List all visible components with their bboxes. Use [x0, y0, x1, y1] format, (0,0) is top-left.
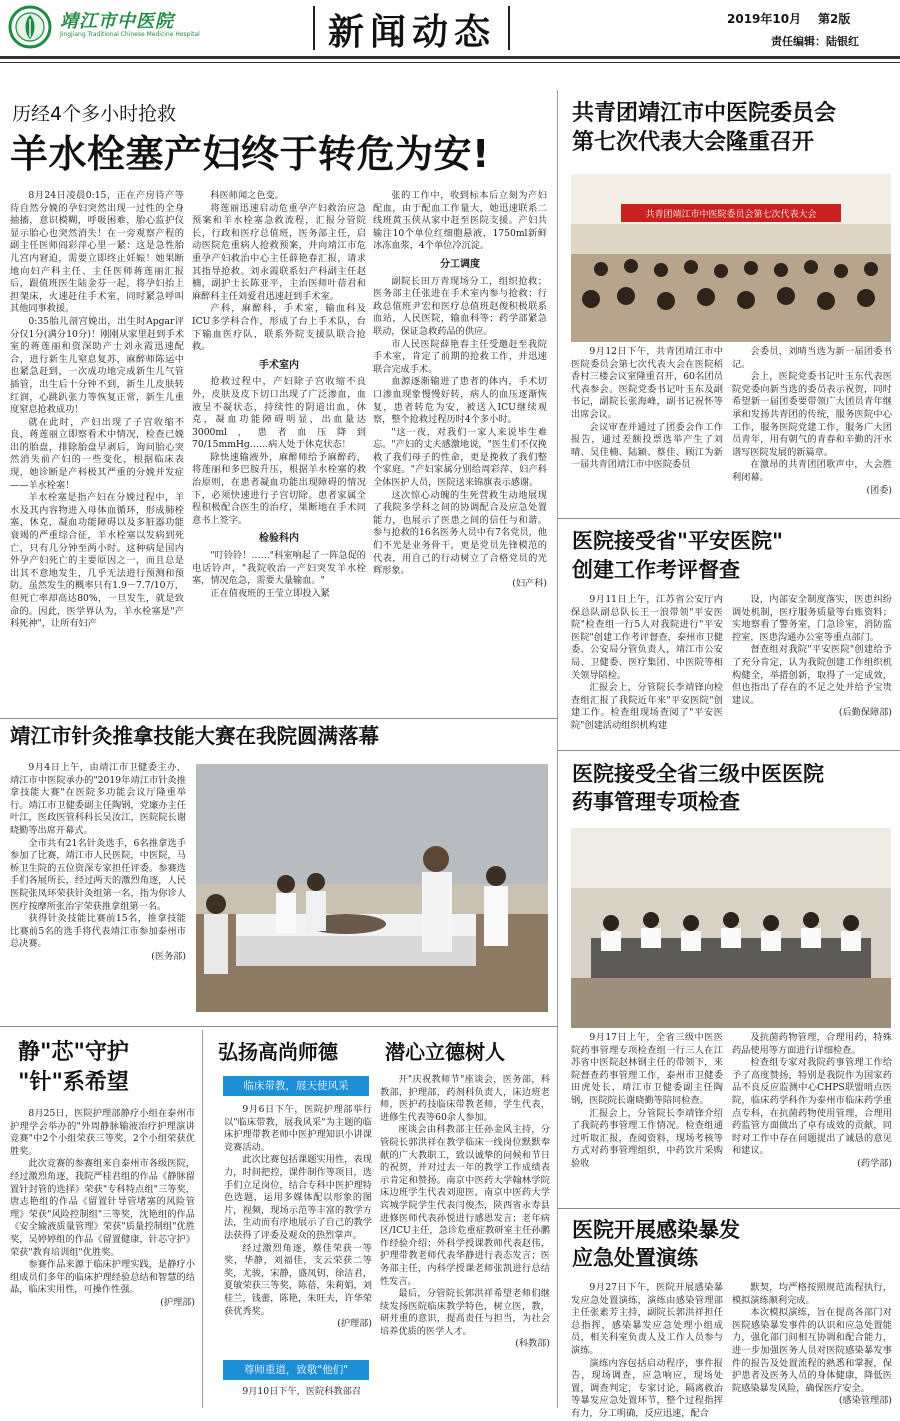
paragraph: 全市共有21名针灸选手，6名推拿选手参加了比赛，靖江市人民医院，中医院，马桥卫生院的五位资深专家担任评委。参赛选手们各展所长，经过两天的激烈角逐，人民医院张凤环荣获针灸组第一名，指为你诊人医疗按摩所张治宇荣获推拿组第一名。	[10, 837, 186, 912]
article-column	[732, 346, 892, 506]
article-column	[224, 1104, 372, 1356]
article-column	[571, 1282, 723, 1419]
paragraph: 正在值夜班的王莹立即投入紧	[210, 587, 330, 599]
paragraph: 在激昂的共青团团歌声中，大会胜利闭幕。	[732, 459, 892, 483]
paragraph: "叮铃铃！……"科室响起了一阵急促的电话铃声，"我院收治一产妇突发羊水栓塞，情况危急，需要大量输血。"	[192, 550, 366, 587]
article-column	[192, 190, 366, 710]
paragraph: 9月6日下午，医院护理部举行以"临床带教，展我风采"为主题的临床护理带教老师中医护理知识小讲课竞赛活动。	[224, 1104, 372, 1153]
youth-league-congress-photo	[571, 174, 891, 342]
byline: (科教部)	[515, 1338, 550, 1350]
subheading: 分工调度	[440, 258, 480, 270]
article-headline: 第七次代表大会隆重召开	[572, 130, 815, 155]
masthead-rule-thin	[0, 62, 900, 63]
article-headline: 应急处置演练	[572, 1246, 698, 1270]
paragraph: 抢救过程中，产妇除子宫收缩不良外，皮肤及皮下切口出现了广泛渗血，血液呈不凝状态，持续性的阴道出血，休克，凝血功能障碍明显，出血量达3000ml，患者血压降到70/15mmHg……病人处于休克状态！	[192, 376, 366, 451]
paragraph: 羊水栓塞是指产妇在分娩过程中，羊水及其内容物进入母体血循环，形成肺栓塞，休克，凝血功能障碍以及多脏器功能衰竭的严重综合征，羊水栓塞以发病到死亡，只有几分钟至两小时。这种病是国内外孕产妇死亡的主要原因之一，而且总是出其不意地发生，几乎无法进行预测和预防。虽然发生的概率只有1.9－7.7/10万，但死亡率却高达80%，一旦发生，就是致命的。因此，医学界认为，羊水栓塞是"产科死神"，让所有妇产	[10, 492, 184, 630]
article-headline: "针"系希望	[18, 1070, 129, 1095]
column-separator	[202, 1030, 203, 1408]
section-rule	[0, 1026, 557, 1027]
paragraph: 0:35胎儿剖宫娩出，出生时Apgar评分仅1分(满分10分)！刚刚从家里赶到手术室的蒋莲丽和资深助产士刘永霞迅速配合，进行新生儿窒息复苏，麻醉师陈运中也紧急赶到，一次成功地完成新生儿气管插管，出生后十分钟不到，新生儿皮肤转红润，心跳趴张力等恢复正常，新生儿重度窒息抢救成功！	[10, 315, 184, 416]
byline: (妇产科)	[512, 577, 547, 589]
article-kicker: 历经4个多小时抢救	[12, 103, 177, 125]
byline: (感染管理部)	[838, 1395, 892, 1407]
paragraph: 检查组专家对我院药事管理工作给予了高度赞扬，特别是我院作为国家药品不良反应监测中心CHPS联盟哨点医院，临床药学科作为泰州市临床药学重点专科，在抗菌药物使用管理，合理用药监管方面做出了卓有成效的贡献，同时对工作中存在问题提出了诚恳的意见和建议。	[732, 1057, 892, 1157]
article-column	[732, 1032, 892, 1200]
article-headline: 羊水栓塞产妇终于转危为安!	[10, 132, 490, 176]
paragraph: 科医师闻之色变。	[210, 190, 284, 201]
paragraph: 参赛作品来源于临床护理实践，是静疗小组成员们多年的临床护理经验总结和智慧的结晶，临床实用性，可操作性强。	[10, 1259, 195, 1296]
section-rule	[558, 1208, 900, 1209]
article-headline: 医院接受全省三级中医医院	[572, 762, 824, 786]
paragraph: 副院长田万青现场分工，组织抢救；医务部主任张进在手术室内参与抢救；行政总值班尹宏和医疗总值班赵俊积极联系血站，人民医院，输血科等；药学部紧急联动，保证急救药品的供应。	[373, 275, 547, 337]
article-column	[571, 594, 723, 740]
byline: (后勤保障部)	[838, 707, 892, 719]
paragraph: 及抗菌药物管理，合理用药，特殊药品使用等方面进行详细检查。	[732, 1032, 892, 1056]
byline: (护理部)	[160, 1296, 195, 1308]
paragraph: 这次惊心动魄的生死营救生动地展现了我院多学科之间的协调配合及应急处置能力，也展示了医患之间的信任与和谐。参与抢救的16名医务人员中有7名党员，他们不光是业务骨干，更是党员先锋模范的代表，用自己的行动树立了合格党员的光辉形象。	[373, 489, 547, 577]
paragraph: 市人民医院薛艳春主任受邀赶至我院手术室，肯定了前期的抢救工作，并迅速联合完成手术。	[373, 338, 547, 375]
article-column	[571, 1032, 723, 1200]
subheading: 检验科内	[259, 533, 299, 545]
byline: (药学部)	[857, 1157, 892, 1169]
article-column	[732, 594, 892, 740]
section-rule	[558, 750, 900, 751]
paragraph: 获得针灸技能比赛前15名，推拿技能比赛前5名的选手将代表靖江市参加泰州市总决赛。	[10, 913, 186, 950]
article-column: 9月10日下午，医院科教部召	[242, 1386, 361, 1397]
paragraph: 9月12日下午，共青团靖江市中医院委员会第七次代表大会在医院稻香村三楼会议室隆重召开，60名团员代表参会。医院党委书记叶玉东及副书记，副院长张海峰，副书记祝怀等出席会议。	[571, 346, 723, 420]
paragraph: 默契，均严格按照规范流程执行，模拟演练顺利完成。	[732, 1282, 892, 1306]
article-column	[571, 346, 723, 506]
issue-date: 2019年10月	[727, 12, 802, 26]
paragraph: 8月25日，医院护理部静疗小组在泰州市护理学会举办的"外周静脉输液治疗护理演讲竞赛"中2个小组荣获三等奖，2个小组荣获优胜奖。	[10, 1108, 195, 1157]
paragraph: 会上，医院党委书记叶玉东代表医院党委向新当选的委员表示祝贺，同时希望新一届团委要带领广大团员青年继承和发扬共青团的传统，服务医院中心工作，服务医院党建工作，服务广大团员青年，用有朝气的青春和辛勤的汗水谱写医院发展的新篇章。	[732, 371, 892, 458]
paragraph: 9月11日上午，江苏省公安厅内保总队副总队长王一浪带领"平安医院"检查组一行5人对我院进行"平安医院"创建工作考评督查，泰州市卫健委、公安局分管负责人，靖江市公安局、卫健委、医疗集团、中医院等相关领导陪检。	[571, 594, 723, 681]
article-column	[10, 190, 184, 710]
masthead	[0, 0, 900, 58]
paragraph: 9月4日上午，由靖江市卫健委主办，靖江市中医院承办的"2019年靖江市针灸推拿技能大赛"在医院多功能会议厅隆重举行。靖江市卫健委副主任陶钢，党廉办主任叶江，医政医管科科长吴汝江，医院院长谢晓勤等出席开幕式。	[10, 762, 186, 836]
article-column	[10, 1108, 195, 1404]
section-rule	[558, 518, 900, 519]
paragraph: 开"庆祝教师节"座谈会，医务部，科教部，护理部，药剂科负责人，床边班老师，医护药技临床带教老师，学生代表，进修生代表等60余人参加。	[380, 1074, 550, 1123]
paragraph: 除快速输液外，麻醉师给予麻醉药，将莲丽和多巴胺升压，根据羊水栓塞的救治原则，在患者凝血功能出现障碍的情况下，必须快速进行子宫切除。患者家属全程积极配合医生的治疗，果断地在手术同意书上签字。	[192, 451, 366, 526]
logo-text: 靖江市中医院	[60, 11, 174, 32]
pharmacy-inspection-photo	[571, 828, 891, 1028]
article-headline: 药事管理专项检查	[572, 790, 740, 814]
byline: (医务部)	[151, 950, 186, 962]
hospital-logo-icon	[8, 5, 52, 49]
article-headline: 潜心立德树人	[385, 1040, 505, 1064]
paragraph: 最后，分管院长郭洪祥希望老师们继续发扬医院临床教学特色，树立医，教，研并重的意识，提高责任与担当，为社会培养优质的医学人才。	[380, 1288, 550, 1337]
logo-subtitle: Jingjiang Traditional Chinese Medicine Hospital	[60, 31, 200, 38]
paragraph: 经过激烈角逐，蔡佳荣获一等奖，华静，刘福佳，支云荣获二等奖，尤骏，宋静，盛凤钥，徐洁君，夏敏荣获三等奖，陈蓓，朱莉娟，刘桂兰，钱蕾，陈艳，朱旺夫，许华荣获优秀奖。	[224, 1242, 372, 1317]
edition-number: 第2版	[818, 12, 851, 26]
paragraph: 9月27日下午，医院开展感染暴发应急处置演练，演练由感染管理部主任张素芳主持，副院长郭洪祥担任总指挥，感染暴发应急处理小组成员，相关科室负责人及工作人员参与演练。	[571, 1282, 723, 1356]
congress-banner-text: 共青团靖江市中医院委员会第七次代表大会	[645, 210, 817, 220]
column-separator	[557, 90, 558, 1408]
subheading-tag: 临床带教，展天使风采	[223, 1076, 369, 1096]
paragraph: 产科，麻醉科，手术室，输血科及ICU多学科合作，形成了台上手术队，台下输血医疗队，联系外院支援队联合抢救。	[192, 303, 366, 353]
paragraph: 本次模拟演练，旨在提高各部门对医院感染暴发事件的认识和应急处置能力，强化部门间相互协调和配合能力，进一步加强医务人员对医院感染暴发事件的报告及处置流程的熟悉和掌握，保护患者及医务人员的身体健康，降低医院感染暴发风险，确保医疗安全。	[732, 1307, 892, 1394]
paragraph: 演练内容包括启动程序，事件报告，现场调查，应急响应，现场处置，调查判定，专家讨论，隔离救治等暴发应急处置环节，整个过程指挥有力，分工明确，反应迅速，配合	[571, 1357, 723, 1419]
article-headline: 靖江市针灸推拿技能大赛在我院圆满落幕	[10, 724, 379, 748]
paragraph: 张的工作中，收到标本后立刻为产妇配血，由于配血工作量大，她迅速联系二线班黄玉侠从家中赶至医院支援。产妇共输注10个单位红细胞悬液，1750ml新鲜冰冻血浆，4个单位冷沉淀。	[373, 190, 547, 252]
article-headline: 共青团靖江市中医院委员会	[572, 101, 837, 126]
article-column	[373, 190, 547, 710]
masthead-rule-thick	[0, 56, 900, 59]
paragraph: 汇报会上，分管院长李靖锋向检查组汇报了我院近年来"平安医院"创建工作。检查组现场查阅了"平安医院"创建活动组织机构建	[571, 682, 723, 731]
section-rule	[0, 718, 557, 719]
paragraph: 8月24日凌晨0:15，正在产房待产等待自然分娩的孕妇突然出现一过性的全身抽搐，意识模糊，呼吸困难，胎心监护仪显示胎心也突然消失！在一旁观察产程的副主任医师阎彩萍心里一紧：这是急性胎儿宫内窘迫，需要立即终止妊娠！她果断地向妇产科主任、主任医师蒋莲丽汇报后，跟值班医生陆金芬一起，将孕妇抬上担架床，火速赶往手术室，同时紧急呼叫其他同事救援。	[10, 190, 184, 315]
byline: (团委)	[866, 484, 892, 496]
paragraph: 汇报会上，分管院长李靖锋介绍了我院药事管理工作情况。检查组通过听取汇报，查阅资料，现场考核等方式对药事管理组织，中药饮片采购验收	[571, 1107, 723, 1169]
paragraph: 此次竞赛的参赛组来自泰州市各级医院，经过激烈角逐，我院严桂君组的作品《静脉留置针封管的选择》荣获"专科特点组"三等奖，唐志艳组的作品《留置针导管堵塞的风险管理》荣获"风险控制组"三等奖，沈艳组的作品《安全输液质量管理》荣获"质量控制组"优胜奖，吴婷婷组的作品《留置健康，针芯守护》荣获"教育培训组"优胜奖。	[10, 1158, 195, 1258]
paragraph: 会议审查并通过了团委会作工作报告，通过差额投票选举产生了刘晴、吴佳楠、陆颖、蔡佳、顾江为新一届共青团靖江市中医院委员	[571, 421, 723, 471]
paragraph: 座谈会由科教部主任孙金风主持，分管院长郭洪祥在教学临床一线岗位默默奉献的广大教职工，致以诚挚的问候和节日的祝贺，并对过去一年的教学工作成绩表示肯定和赞扬。南京中医药大学翰林学院床边班学生代表刘迎医，南京中医药大学宾城学院学生代表闫俊杰，陕西省永寿县进修医师代表孙悦进行感恩发言；老年病区/ICU主任，急诊危重症教研室主任孙鹏作经验介绍；外科学授课教师代表赵伟，护理带教老师代表华静进行表态发言；医务部主任，内科学授课老师张凯进行总结性发言。	[380, 1124, 550, 1287]
article-headline: 静"芯"守护	[18, 1040, 129, 1065]
article-headline: 弘扬高尚师德	[218, 1040, 338, 1064]
paragraph: 设，内部安全制度落实，医患纠纷调处机制，医疗服务质量等台账资料；实地察看了警务室，门急诊室，消防监控室，医患沟通办公室等重点部门。	[732, 594, 892, 643]
paragraph: "这一夜，对我们一家人来说毕生难忘。"产妇的丈夫感激地说，"医生们不仅挽救了我们母子的性命，更是挽救了我们整个家庭。"产妇家属分别给周彩萍、妇产科全体医护人员，医院送来锦旗表示感谢。	[373, 426, 547, 489]
paragraph: 督查组对我院"平安医院"创建给予了充分肯定，认为我院创建工作组织机构健全，举措创新，取得了一定成效，但也指出了存在的不足之处并给予宝贵建议。	[732, 644, 892, 706]
article-column	[10, 762, 186, 1022]
article-headline: 医院接受省"平安医院"	[572, 529, 783, 553]
byline: (护理部)	[337, 1318, 372, 1330]
editor-label: 责任编辑：陆银红	[771, 35, 859, 48]
acupuncture-contest-photo	[196, 764, 548, 1012]
subheading-tag: 尊师重道，致敬"他们"	[223, 1360, 369, 1380]
article-column	[732, 1282, 892, 1406]
paragraph: 此次比赛包括课题实用性，表现力，时间把控，课件制作等项目，选手们立足岗位，结合专科中医护理特色选题，运用多媒体配以形象的图片，视频，现场示范等丰富的教学方法，生动而有序地展示了自己的教学法获得了评委及观众的热烈掌声。	[224, 1154, 372, 1241]
section-title: 新闻动态	[328, 11, 497, 53]
article-headline: 创建工作考评督查	[572, 558, 740, 582]
masthead-divider-left	[313, 6, 315, 50]
article-column	[380, 1074, 550, 1406]
paragraph: 会委员，刘晴当选为新一届团委书记。	[732, 346, 892, 370]
paragraph: 血源逐渐输进了患者的体内，手术切口渗血现象慢慢好转，病人的血压逐渐恢复，患者转危为安，被送入ICU继续观察，整个抢救过程历时4个多小时。	[373, 376, 547, 426]
paragraph: 将莲丽迅速启动危重孕产妇救治应急预案和羊水栓塞急救流程，汇报分管院长，行政和医疗总值班，医务部主任，启动医院危重病人抢救预案，并向靖江市危重孕产妇救治中心主任薛艳春汇报，请求其指导抢救。刘永霞联系妇产科副主任赵楠，副护士长陈亚平，主治医师叶蓓君和麻醉科主任刘爱君迅速赶到手术室。	[192, 202, 366, 302]
article-headline: 医院开展感染暴发	[572, 1218, 740, 1242]
masthead-divider-right	[508, 6, 510, 50]
paragraph: 9月17日上午，全省三级中医医院药事管理专项检查组一行三人在江苏省中医院赵林钢主任的带领下，来院督查药事管理工作，泰州市卫健委田虎处长，靖江市卫健委副主任陶钢，医院院长谢晓勤等陪同检查。	[571, 1032, 723, 1106]
subheading: 手术室内	[259, 359, 299, 371]
paragraph: 就在此时，产妇出现了子宫收缩不良，蒋莲丽立即察看术中情况，检查已娩出的胎盘，排除胎盘早剥后，询问胎心突然消失前产妇的一些变化，根据临床表现，她诊断是产科极其严重的分娩并发症——羊水栓塞！	[10, 416, 184, 491]
